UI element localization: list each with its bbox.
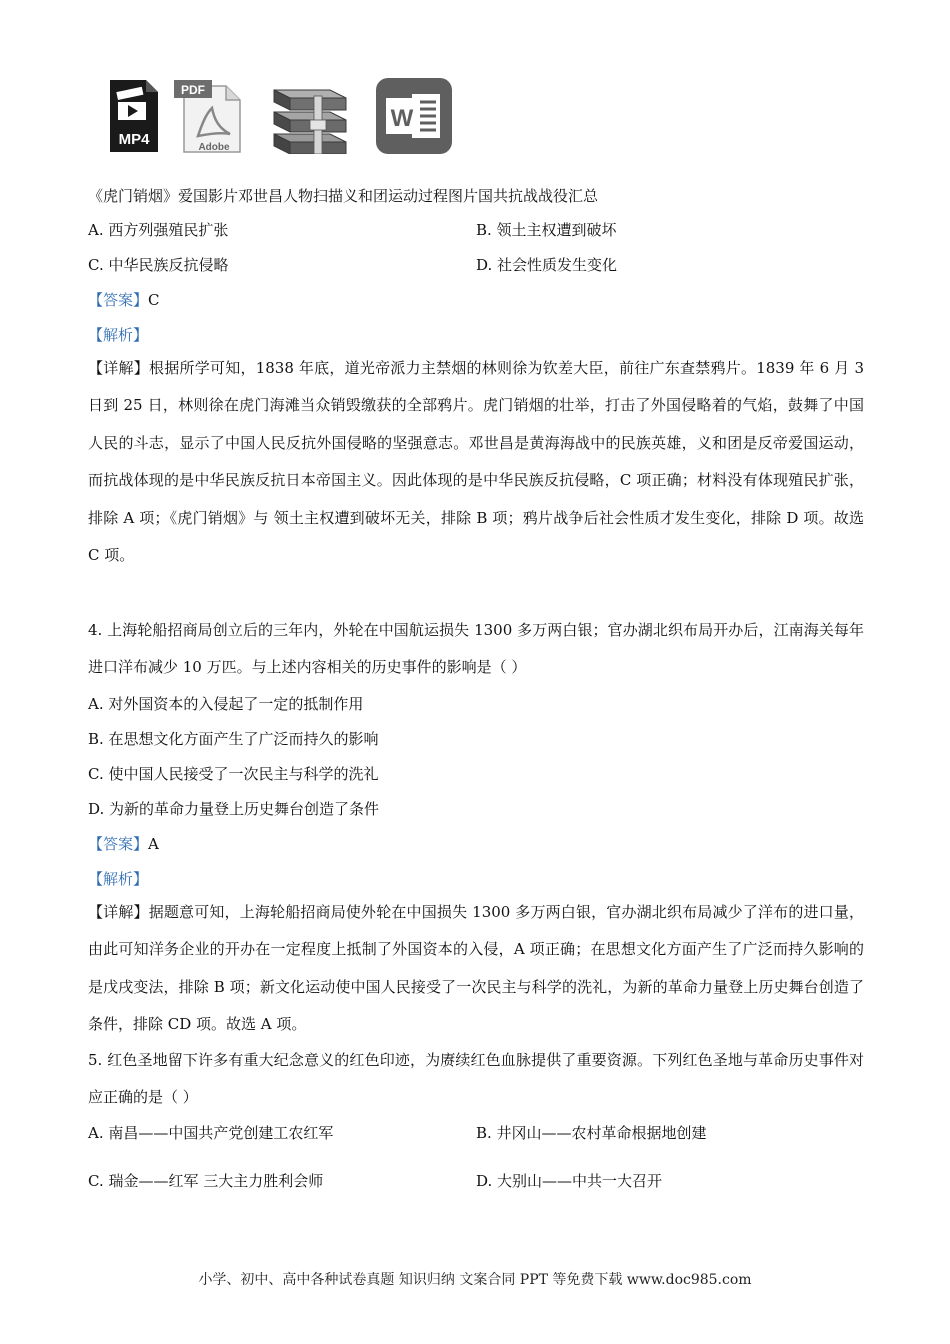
q5-option-b: B. 井冈山——农村革命根据地创建: [476, 1124, 707, 1142]
mp4-icon: [108, 78, 160, 154]
q4-option-c: C. 使中国人民接受了一次民主与科学的洗礼: [88, 765, 379, 783]
q4-stem: 4. 上海轮船招商局创立后的三年内，外轮在中国航运损失 1300 多万两白银；官办湖北织布局开办后，江南海关每年进口洋布减少 10 万匹。与上述内容相关的历史事件的影响是（ ）: [88, 621, 864, 677]
q4-detail: [88, 894, 864, 1044]
q4-answer: [88, 834, 159, 854]
detail-text: 据题意可知，上海轮船招商局使外轮在中国损失 1300 多万两白银，官办湖北织布局减少了洋布的进口量，由此可知洋务企业的开办在一定程度上抵制了外国资本的入侵，A 项正确；在思想文化方面产生了广泛而持久影响的是戊戌变法，排除 B 项；新文化运动使中国人民接受了一次民主与科学的洗礼，为新的革命力量登上历史舞台创造了条件，排除 CD 项。故选 A 项。: [88, 903, 864, 1034]
q3-option-a: A. 西方列强殖民扩张: [88, 221, 229, 239]
q4-analysis-heading: [88, 869, 148, 889]
detail-text: 根据所学可知，1838 年底，道光帝派力主禁烟的林则徐为钦差大臣，前往广东查禁鸦片。1839 年 6 月 3 日到 25 日，林则徐在虎门海滩当众销毁缴获的全部鸦片。虎门销烟的壮举，打击了外国侵略着的气焰，鼓舞了中国人民的斗志，显示了中国人民反抗外国侵略的坚强意志。邓世昌是黄海海战中的民族英雄，义和团是反帝爱国运动，而抗战体现的是中华民族反抗日本帝国主义。因此体现的是中华民族反抗侵略，C 项正确；材料没有体现殖民扩张，排除 A 项；《虎门销烟》与 领土主权遭到破坏无关，排除 B 项；鸦片战争后社会性质才发生变化，排除 D 项。故选 C 项。: [88, 359, 864, 565]
q3-analysis-heading: [88, 325, 148, 345]
q3-option-b: B. 领土主权遭到破坏: [476, 221, 617, 239]
q5-option-a: A. 南昌——中国共产党创建工农红军: [88, 1124, 334, 1142]
q5-option-c: C. 瑞金——红军 三大主力胜利会师: [88, 1172, 324, 1190]
q5-stem: 5. 红色圣地留下许多有重大纪念意义的红色印迹，为赓续红色血脉提供了重要资源。下列红色圣地与革命历史事件对应正确的是（ ）: [88, 1051, 864, 1107]
pdf-icon: [174, 78, 242, 154]
q4-option-d: D. 为新的革命力量登上历史舞台创造了条件: [88, 800, 380, 818]
detail-tag: 【详解】: [88, 359, 149, 377]
answer-value: A: [148, 835, 159, 853]
answer-tag: 【答案】: [88, 291, 149, 309]
q4-option-b: B. 在思想文化方面产生了广泛而持久的影响: [88, 730, 379, 748]
page-footer: 小学、初中、高中各种试卷真题 知识归纳 文案合同 PPT 等免费下载 www.doc985.com: [198, 1272, 752, 1288]
svg-text:PDF: PDF: [181, 83, 205, 97]
answer-value: C: [148, 291, 160, 309]
svg-text:MP4: MP4: [118, 131, 150, 148]
q4-option-a: A. 对外国资本的入侵起了一定的抵制作用: [88, 695, 364, 713]
q3-keywords: 《虎门销烟》爱国影片邓世昌人物扫描义和团运动过程图片国共抗战战役汇总: [88, 187, 599, 205]
svg-text:W: W: [390, 105, 414, 132]
word-icon: [376, 78, 452, 154]
rar-archive-icon: [270, 82, 362, 154]
q3-option-d: D. 社会性质发生变化: [476, 256, 618, 274]
svg-text:Adobe: Adobe: [198, 142, 230, 153]
detail-tag: 【详解】: [88, 903, 149, 921]
q5-option-d: D. 大别山——中共一大召开: [476, 1172, 663, 1190]
q3-option-c: C. 中华民族反抗侵略: [88, 256, 229, 274]
q3-answer: [88, 290, 160, 310]
q3-detail: [88, 350, 864, 574]
analysis-tag: 【解析】: [88, 870, 149, 888]
analysis-tag: 【解析】: [88, 326, 149, 344]
file-icons-row: [108, 76, 452, 154]
answer-tag: 【答案】: [88, 835, 149, 853]
